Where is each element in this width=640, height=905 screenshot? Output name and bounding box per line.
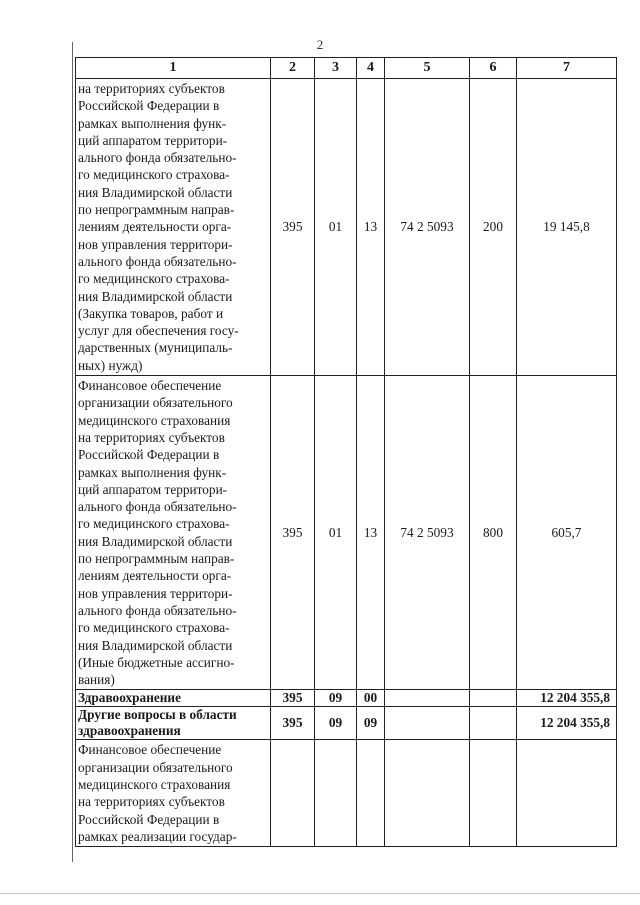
empty-cell bbox=[517, 740, 617, 847]
header-col-5: 5 bbox=[385, 58, 470, 79]
row-amount: 605,7 bbox=[517, 376, 617, 690]
section-rz: 09 bbox=[315, 707, 357, 740]
section-pr: 09 bbox=[357, 707, 385, 740]
row-vr: 800 bbox=[470, 376, 517, 690]
empty-cell bbox=[470, 690, 517, 707]
scan-edge bbox=[0, 893, 640, 894]
row-rz: 01 bbox=[315, 79, 357, 376]
row-csr: 74 2 5093 bbox=[385, 79, 470, 376]
row-ved: 395 bbox=[271, 79, 315, 376]
header-col-1: 1 bbox=[76, 58, 271, 79]
section-row-health bbox=[76, 690, 617, 707]
empty-cell bbox=[271, 740, 315, 847]
budget-table bbox=[75, 57, 617, 847]
row-description: Финансовое обеспечение организации обязательного медицинского страхования на территориях субъектов Российской Федерации в рамках реализации государ- bbox=[76, 740, 271, 847]
row-amount: 19 145,8 bbox=[517, 79, 617, 376]
section-title: Другие вопросы в области здравоохранения bbox=[76, 707, 271, 740]
header-col-7: 7 bbox=[517, 58, 617, 79]
empty-cell bbox=[470, 740, 517, 847]
empty-cell bbox=[385, 690, 470, 707]
header-col-3: 3 bbox=[315, 58, 357, 79]
row-csr: 74 2 5093 bbox=[385, 376, 470, 690]
row-description: на территориях субъектов Российской Федерации в рамках выполнения функ- ций аппаратом территори- ального фонда обязательно- го медицинского страхова- ния Владимирской области по непрограммным направ- лениям деятельности орга- нов управления территори- ального фонда обязательно- го медицинского страхова- ния Владимирской области (Закупка товаров, работ и услуг для обеспечения госу- дарственных (муниципаль- ных) нужд) bbox=[76, 79, 271, 376]
empty-cell bbox=[315, 740, 357, 847]
header-col-2: 2 bbox=[271, 58, 315, 79]
table-row bbox=[76, 376, 617, 690]
section-row-other bbox=[76, 707, 617, 740]
empty-cell bbox=[357, 740, 385, 847]
section-ved: 395 bbox=[271, 707, 315, 740]
table-row bbox=[76, 79, 617, 376]
row-rz: 01 bbox=[315, 376, 357, 690]
header-col-4: 4 bbox=[357, 58, 385, 79]
table-row bbox=[76, 740, 617, 847]
header-col-6: 6 bbox=[470, 58, 517, 79]
row-description: Финансовое обеспечение организации обязательного медицинского страхования на территориях субъектов Российской Федерации в рамках выполнения функ- ций аппаратом территори- ального фонда обязательно- го медицинского страхова- ния Владимирской области по непрограммным направ- лениям деятельности орга- нов управления территори- ального фонда обязательно- го медицинского страхова- ния Владимирской области (Иные бюджетные ассигно- вания) bbox=[76, 376, 271, 690]
page-number: 2 bbox=[316, 37, 324, 52]
row-pr: 13 bbox=[357, 376, 385, 690]
section-title: Здравоохранение bbox=[76, 690, 271, 707]
section-rz: 09 bbox=[315, 690, 357, 707]
section-amount: 12 204 355,8 bbox=[517, 690, 617, 707]
margin-rule bbox=[72, 42, 73, 862]
header-row bbox=[76, 58, 617, 79]
empty-cell bbox=[470, 707, 517, 740]
section-ved: 395 bbox=[271, 690, 315, 707]
empty-cell bbox=[385, 740, 470, 847]
section-amount: 12 204 355,8 bbox=[517, 707, 617, 740]
row-pr: 13 bbox=[357, 79, 385, 376]
section-pr: 00 bbox=[357, 690, 385, 707]
empty-cell bbox=[385, 707, 470, 740]
row-ved: 395 bbox=[271, 376, 315, 690]
row-vr: 200 bbox=[470, 79, 517, 376]
